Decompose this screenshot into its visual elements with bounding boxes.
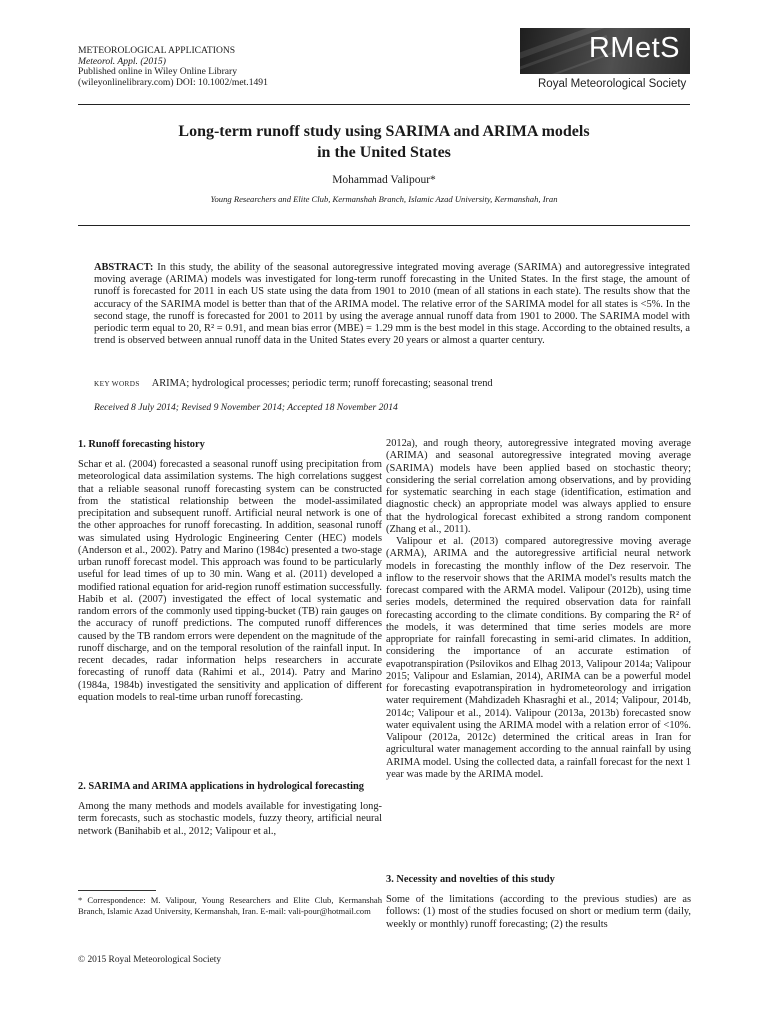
footnote-rule — [78, 890, 156, 891]
section-2-heading: 2. SARIMA and ARIMA applications in hydrological forecasting — [78, 781, 364, 792]
journal-header — [78, 46, 268, 88]
section-1 — [78, 438, 382, 704]
keywords-text: ARIMA; hydrological processes; periodic term; runoff forecasting; seasonal trend — [151, 378, 493, 389]
society-name: Royal Meteorological Society — [538, 78, 687, 90]
right-column — [386, 438, 691, 781]
section-1-text: Schar et al. (2004) forecasted a seasonal runoff using precipitation from meteorological data assimilation systems. The high correlations suggest that a reliable seasonal runoff forecasting system can be constructed from the statistical relationship between the model-assimilated precipitation and subsequent runoff. Artificial neural network is one of the other approaches for runoff forecasting. In addition, seasonal runoff was simulated using Hydrologic Engineering Center (HEC) models (Anderson et al., 2002). Patry and Marino (1984c) presented a two-stage urban runoff forecast model. This approach was found to be particularly useful for lead times of up to 30 min. Wang et al. (2011) developed a modified rational equation for arid-region runoff estimation successfully. Habib et al. (2007) investigated the effect of local systematic and random errors of the commonly used tipping-bucket (TB) rain gauges on the accuracy of runoff predictions. The computed runoff differences caused by the TB random errors were dependent on the magnitude of the runoff discharge, and on the temporal resolution of the rainfall input. In recent decades, radar information helps researchers in accurate forecasting of runoff data (Rahimi et al., 2014). Patry and Marino (1984a, 1984b) investigated the sensitivity and application of different equation models to real-time urban runoff forecasting. — [78, 459, 382, 703]
section-3-heading: 3. Necessity and novelties of this study — [386, 874, 555, 885]
section-1-heading: 1. Runoff forecasting history — [78, 439, 205, 450]
section-2-text: Among the many methods and models available for investigating long-term forecasts, such as stochastic models, fuzzy theory, artificial neural network (Banihabib et al., 2012; Valipour et al., — [78, 801, 382, 837]
logo-text: RMetS — [588, 32, 680, 64]
logo-box — [520, 28, 690, 74]
header-rule — [78, 104, 690, 105]
affiliation: Young Researchers and Elite Club, Kermanshah Branch, Islamic Azad University, Kermanshah, Iran — [210, 194, 558, 204]
abstract-text: In this study, the ability of the seasonal autoregressive integrated moving average (SARIMA) and autoregressive integrated moving average (ARIMA) models was investigated for long-term runoff forecasting in the United States. In the first stage, the amount of runoff is forecasted for 2011 in each US state using the data from 1901 to 2010 (mean of all stations in each state). The results show that the accuracy of the SARIMA model is better than that of the ARIMA model. The relative error of the SARIMA model for all states is <5%. In the second stage, the runoff is forecasted for 2001 to 2011 by using the average annual runoff data from 1901 to 2000. The SARIMA model with periodic term equal to 20, R² = 0.91, and mean bias error (MBE) = 1.29 mm is the best model in this stage. According to the obtained results, a trend is observed between annual runoff data in the United States every 20 years or almost a quarter century. — [94, 262, 690, 347]
rmets-logo — [520, 28, 690, 92]
doi: (wileyonlinelibrary.com) DOI: 10.1002/met.1491 — [78, 76, 268, 88]
abstract-label: ABSTRACT: — [94, 262, 154, 273]
footnote: * Correspondence: M. Valipour, Young Researchers and Elite Club, Kermanshah Branch, Islamic Azad University, Kermanshah, Iran. E-mail: vali-pour@hotmail.com — [78, 895, 382, 916]
keywords — [94, 378, 493, 389]
journal-citation: Meteorol. Appl. (2015) — [78, 55, 166, 67]
title-line-2: in the United States — [317, 144, 451, 161]
title-rule — [78, 225, 690, 226]
author: Mohammad Valipour* — [332, 174, 436, 186]
journal-name: METEOROLOGICAL APPLICATIONS — [78, 45, 236, 56]
copyright: © 2015 Royal Meteorological Society — [78, 955, 222, 965]
right-para-1: 2012a), and rough theory, autoregressive integrated moving average (ARIMA) and seasonal autoregressive integrated moving average (SARIMA) models have been applied based on stochastic theory; considering the serial correlation among observations, and by providing for systematic searching in each stage (identification, estimation and diagnostic check) an appropriate model was always applied to ensure that the hydrological forecast exhibited a strong random component (Zhang et al., 2011). — [386, 438, 691, 535]
section-3 — [386, 873, 691, 931]
section-3-text: Some of the limitations (according to the previous studies) are as follows: (1) most of the studies focused on short or medium term (daily, weekly or monthly) runoff forecasting; (2) the results — [386, 894, 691, 930]
received-dates: Received 8 July 2014; Revised 9 November 2014; Accepted 18 November 2014 — [94, 402, 398, 413]
section-2 — [78, 780, 382, 838]
paper-title — [78, 121, 690, 163]
right-para-2: Valipour et al. (2013) compared autoregressive moving average (ARMA), ARIMA and the autoregressive artificial neural network models in forecasting the monthly inflow of the Dez reservoir. The inflow to the reservoir shows that the ARIMA model's results match the forecast compared with the ARMA model. Valipour (2012b), using time series models, determined the required observation data for rainfall forecasting according to the climate conditions. By comparing the R² of the models, it was determined that time series models are more appropriate for rainfall forecasting in semi-arid climates. In addition, considering the importance of an accurate estimation of evapotranspiration (Psilovikos and Elhag 2013, Valipour 2014a; Valipour 2015; Valipour and Eslamian, 2014), ARIMA can be a powerful model for forecasting evapotranspiration in hydrometeorology and irrigation water requirement (Mahdizadeh Khasraghi et al., 2014; Valipour, 2014b, 2014c; Valipour et al., 2014). Valipour (2013a, 2013b) forecasted snow water equivalent using the ARIMA model with a relation error of <10%. Valipour (2012a, 2012c) determined the critical areas in Iran for agricultural water management according to the annual rainfall by using ARIMA model. Using the collected data, a rainfall forecast for the next 1 year was made by the ARIMA model. — [386, 536, 691, 780]
title-line-1: Long-term runoff study using SARIMA and ARIMA models — [178, 123, 590, 140]
abstract — [94, 262, 690, 347]
keywords-label: KEY WORDS — [94, 380, 140, 388]
published-online: Published online in Wiley Online Library — [78, 66, 238, 78]
